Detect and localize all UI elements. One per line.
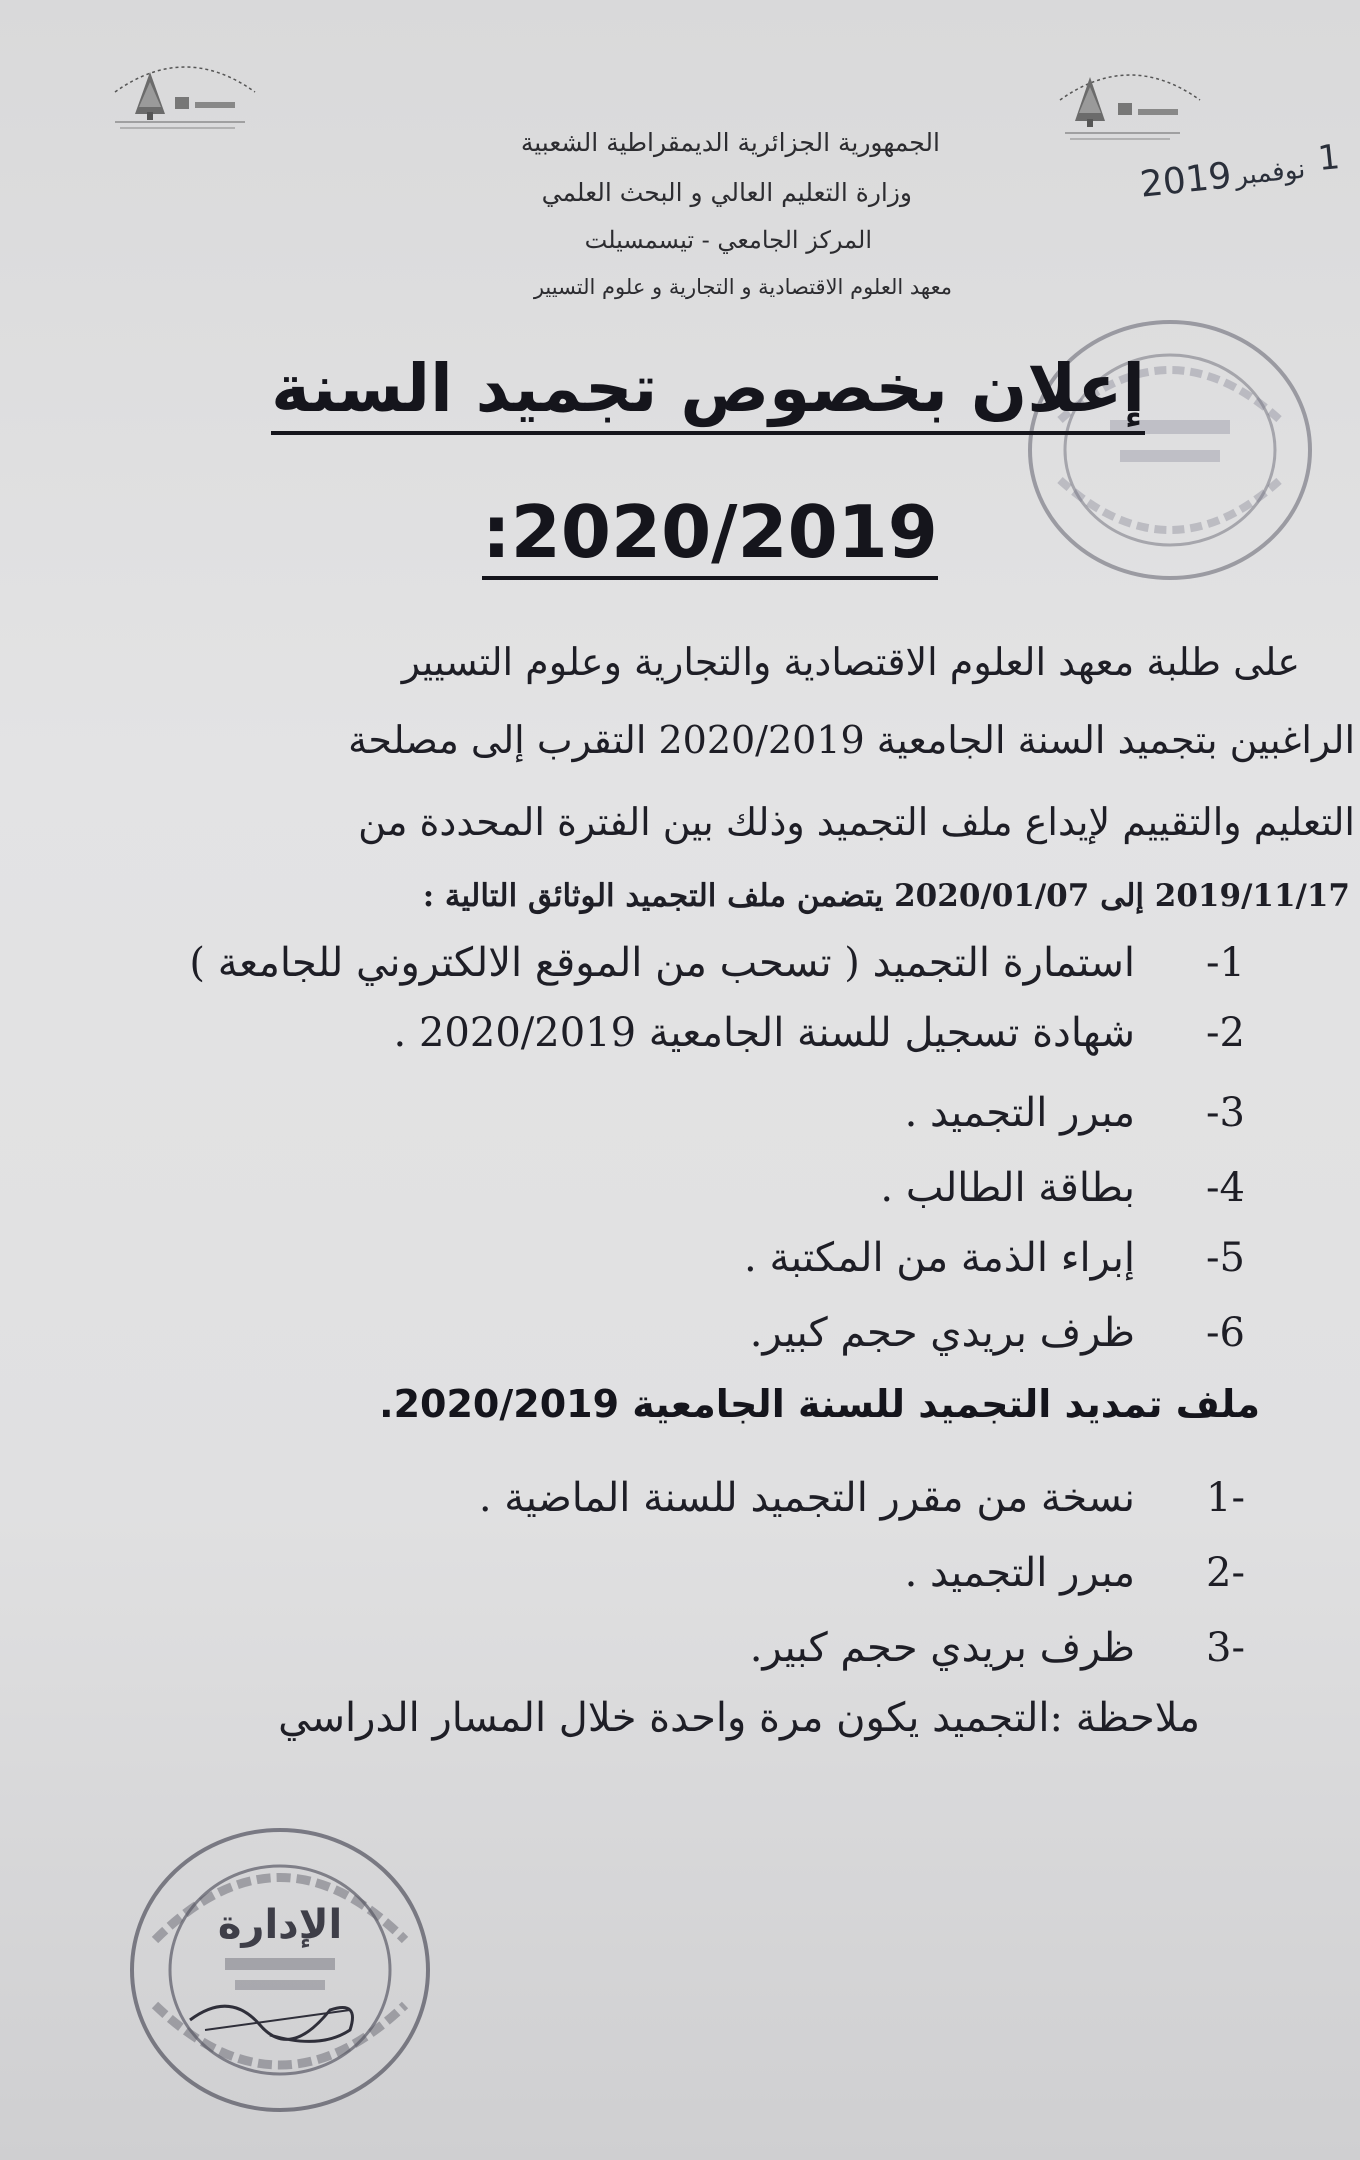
header-institute: معهد العلوم الاقتصادية و التجارية و علوم التسيير [533,275,952,299]
list-item-number: -5 [1206,1235,1245,1281]
list-item [479,1475,1245,1521]
list-item-number: 3- [1206,1625,1245,1671]
list-item-number: -4 [1206,1165,1245,1211]
announcement-year: :2020/2019 [482,490,938,580]
list-item [880,1165,1245,1211]
list-item [394,1010,1245,1056]
list-item-number: 1- [1206,1475,1245,1521]
handwritten-month: نوفمبر [1233,154,1307,192]
header-center: المركز الجامعي - تيسمسيلت [584,226,872,254]
list-item-text: بطاقة الطالب . [880,1165,1135,1211]
body-line-4: 2019/11/17 إلى 2020/01/07 يتضمن ملف التجميد الوثائق التالية : [422,878,1350,914]
announcement-title: إعلان بخصوص تجميد السنة [271,350,1145,435]
list-item-number: -2 [1206,1010,1245,1056]
administration-stamp [120,1820,440,2124]
list-item [905,1090,1245,1136]
list-item [750,1625,1245,1671]
list-item-text: نسخة من مقرر التجميد للسنة الماضية . [478,1475,1135,1521]
list-item-text: مبرر التجميد . [904,1090,1135,1136]
header-republic: الجمهورية الجزائرية الديمقراطية الشعبية [520,128,940,157]
body-line-1: على طلبة معهد العلوم الاقتصادية والتجارية وعلوم التسيير [401,640,1300,684]
list-item-text: ظرف بريدي حجم كبير. [749,1310,1135,1356]
list-item [744,1235,1245,1281]
extension-heading: ملف تمديد التجميد للسنة الجامعية 2020/2019. [379,1382,1260,1426]
list-item-text: شهادة تسجيل للسنة الجامعية 2020/2019 . [393,1010,1135,1056]
handwritten-day: 1 [1315,136,1342,180]
list-item-number: -6 [1206,1310,1245,1356]
list-item-number: -1 [1206,940,1245,986]
list-item [905,1550,1245,1596]
body-line-2: الراغبين بتجميد السنة الجامعية 2020/2019 التقرب إلى مصلحة [348,718,1355,762]
list-item-text: استمارة التجميد ( تسحب من الموقع الالكتروني للجامعة ) [189,940,1135,986]
list-item-text: مبرر التجميد . [904,1550,1135,1596]
list-item [189,940,1245,986]
header-ministry: وزارة التعليم العالي و البحث العلمي [541,178,912,207]
stamp-text: الإدارة [217,1902,343,1948]
list-item-number: -3 [1206,1090,1245,1136]
list-item-number: 2- [1206,1550,1245,1596]
note: ملاحظة :التجميد يكون مرة واحدة خلال المسار الدراسي [278,1695,1200,1741]
list-item-text: ظرف بريدي حجم كبير. [749,1625,1135,1671]
body-line-3: التعليم والتقييم لإيداع ملف التجميد وذلك بين الفترة المحددة من [358,800,1355,844]
university-logo-left [95,52,275,132]
university-logo-right [1040,55,1220,145]
list-item-text: إبراء الذمة من المكتبة . [744,1235,1135,1281]
list-item [750,1310,1245,1356]
handwritten-year: 2019 [1138,155,1234,206]
